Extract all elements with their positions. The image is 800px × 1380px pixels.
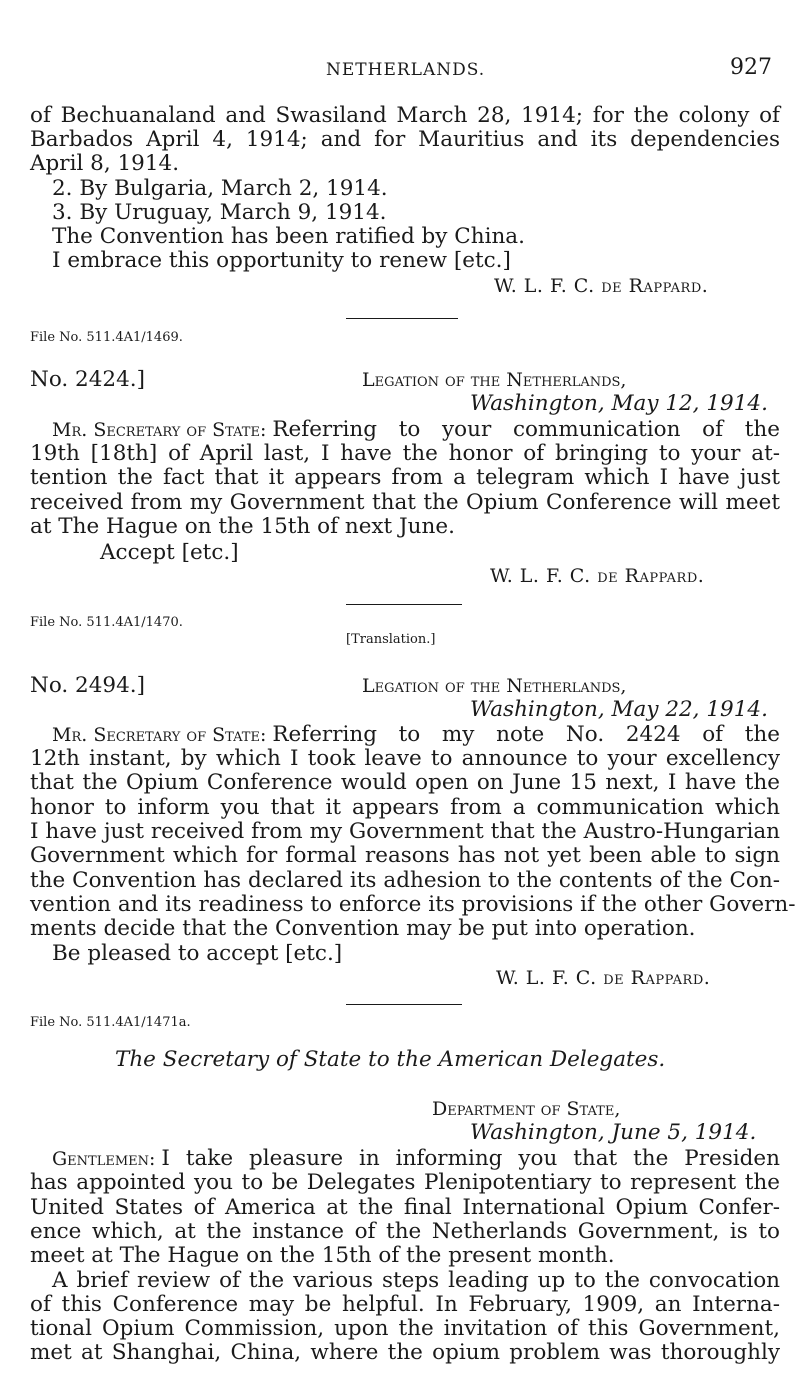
body-line: received from my Government that the Opium Conference will meet [30, 490, 780, 515]
body-line: of Bechuanaland and Swasiland March 28, 1914; for the colony of [30, 103, 780, 128]
body-line: Referring to your communication of the [272, 417, 780, 442]
body-line: 19th [18th] of April last, I have the honor of bringing to your at- [30, 441, 780, 466]
salutation: Mr. Secretary of State: [52, 419, 267, 441]
body-line: Barbados April 4, 1914; and for Mauritius and its dependencies [30, 127, 780, 152]
translation-note: [Translation.] [346, 632, 436, 647]
body-line: that the Opium Conference would open on June 15 next, I have the [30, 770, 780, 795]
body-line: of this Conference may be helpful. In February, 1909, an Interna- [30, 1292, 780, 1317]
salutation: Gentlemen: [52, 1148, 156, 1170]
section-divider [346, 604, 462, 605]
letter-sender: Legation of the Netherlands, [362, 369, 627, 391]
running-title: NETHERLANDS. [326, 60, 486, 80]
letter-number: No. 2494.] [30, 673, 145, 698]
body-line: 12th instant, by which I took leave to announce to your excellency [30, 746, 780, 771]
body-line: I embrace this opportunity to renew [etc.] [52, 248, 511, 273]
body-line: Referring to my note No. 2424 of the [272, 722, 780, 747]
signature: W. L. F. C. de Rappard. [496, 967, 711, 989]
body-line: at The Hague on the 15th of next June. [30, 514, 455, 539]
body-line: vention and its readiness to enforce its provisions if the other Govern- [30, 892, 796, 917]
body-line: The Convention has been ratified by China. [52, 224, 525, 249]
file-number: File No. 511.4A1/1470. [30, 615, 183, 630]
letter-date: Washington, June 5, 1914. [470, 1120, 757, 1145]
body-line: Government which for formal reasons has not yet been able to sign [30, 843, 780, 868]
letter-number: No. 2424.] [30, 367, 145, 392]
letter-heading: The Secretary of State to the American Delegates. [115, 1047, 666, 1072]
section-divider [346, 1004, 462, 1005]
body-line: ments decide that the Convention may be put into operation. [30, 916, 696, 941]
section-divider [346, 318, 458, 319]
letter-first-line [52, 418, 780, 442]
body-line: I take pleasure in informing you that the Presiden [161, 1146, 780, 1171]
signature: W. L. F. C. de Rappard. [490, 565, 705, 587]
body-line: tional Opium Commission, upon the invitation of this Government, [30, 1316, 780, 1341]
letter-first-line [52, 1147, 780, 1171]
body-line: I have just received from my Government that the Austro-Hungarian [30, 819, 780, 844]
body-line: meet at The Hague on the 15th of the present month. [30, 1243, 615, 1268]
body-line: April 8, 1914. [30, 151, 180, 176]
list-item: 3. By Uruguay, March 9, 1914. [52, 200, 387, 225]
body-line: the Convention has declared its adhesion to the contents of the Con- [30, 868, 780, 893]
body-line: ence which, at the instance of the Netherlands Government, is to [30, 1219, 780, 1244]
letter-sender: Department of State, [432, 1098, 621, 1120]
closing: Accept [etc.] [100, 540, 239, 565]
file-number: File No. 511.4A1/1469. [30, 330, 183, 345]
list-item: 2. By Bulgaria, March 2, 1914. [52, 176, 388, 201]
signature: W. L. F. C. de Rappard. [494, 275, 709, 297]
body-line: met at Shanghai, China, where the opium problem was thoroughly [30, 1340, 780, 1365]
letter-first-line [52, 723, 780, 747]
body-line: has appointed you to be Delegates Plenipotentiary to represent the [30, 1170, 780, 1195]
letter-sender: Legation of the Netherlands, [362, 675, 627, 697]
closing: Be pleased to accept [etc.] [52, 941, 343, 966]
body-line: United States of America at the final International Opium Confer- [30, 1195, 780, 1220]
body-line: honor to inform you that it appears from a communication which [30, 795, 780, 820]
letter-date: Washington, May 12, 1914. [470, 391, 768, 416]
letter-date: Washington, May 22, 1914. [470, 697, 768, 722]
salutation: Mr. Secretary of State: [52, 724, 267, 746]
page-number: 927 [730, 55, 772, 80]
body-line: tention the fact that it appears from a telegram which I have just [30, 465, 780, 490]
file-number: File No. 511.4A1/1471a. [30, 1015, 191, 1030]
body-line: A brief review of the various steps leading up to the convocation [52, 1268, 780, 1293]
